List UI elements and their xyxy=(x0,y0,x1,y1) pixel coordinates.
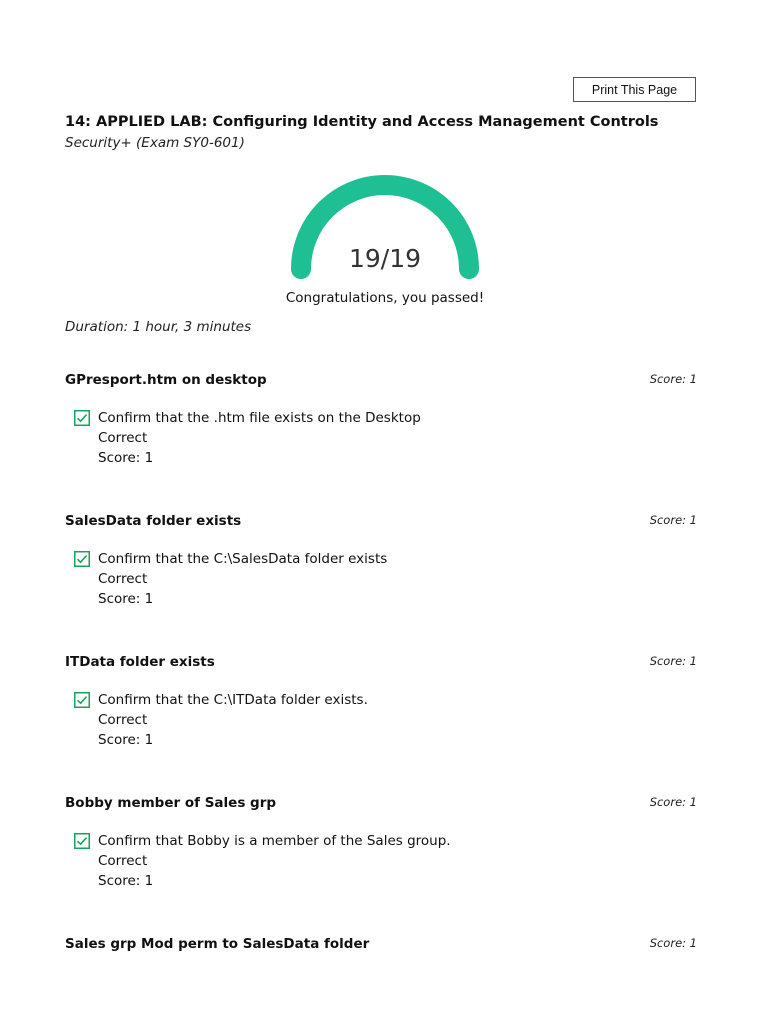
section-sales-mod-perm xyxy=(65,936,697,952)
section-title: SalesData folder exists xyxy=(65,513,242,529)
checkbox-checked-icon xyxy=(74,551,90,567)
check-item-status: Correct xyxy=(98,853,148,869)
section-title: Bobby member of Sales grp xyxy=(65,795,277,811)
check-item-text: Confirm that the C:\SalesData folder exists xyxy=(98,551,388,567)
print-page-button[interactable]: Print This Page xyxy=(573,77,696,102)
section-itdata xyxy=(65,654,697,750)
duration-text: Duration: 1 hour, 3 minutes xyxy=(65,319,252,335)
section-salesdata xyxy=(65,513,697,609)
check-item-status: Correct xyxy=(98,571,148,587)
section-score: Score: 1 xyxy=(649,654,697,668)
page-title: 14: APPLIED LAB: Configuring Identity and Access Management Controls xyxy=(65,114,659,130)
checkbox-checked-icon xyxy=(74,833,90,849)
check-item-text: Confirm that the C:\ITData folder exists. xyxy=(98,692,368,708)
exam-subtitle: Security+ (Exam SY0-601) xyxy=(65,135,245,151)
check-item xyxy=(65,831,697,891)
section-score: Score: 1 xyxy=(649,513,697,527)
section-gpresport xyxy=(65,372,697,468)
check-item xyxy=(65,408,697,468)
check-item-status: Correct xyxy=(98,712,148,728)
check-item-status: Correct xyxy=(98,430,148,446)
check-item-score: Score: 1 xyxy=(98,591,154,607)
check-item-text: Confirm that the .htm file exists on the Desktop xyxy=(98,410,421,426)
checkbox-checked-icon xyxy=(74,692,90,708)
section-score: Score: 1 xyxy=(649,936,697,950)
check-item xyxy=(65,549,697,609)
check-item-text: Confirm that Bobby is a member of the Sales group. xyxy=(98,833,451,849)
check-item xyxy=(65,690,697,750)
check-item-score: Score: 1 xyxy=(98,732,154,748)
section-title: ITData folder exists xyxy=(65,654,215,670)
score-value: 19/19 xyxy=(348,244,422,273)
section-title: Sales grp Mod perm to SalesData folder xyxy=(65,936,370,952)
section-score: Score: 1 xyxy=(649,372,697,386)
checkbox-checked-icon xyxy=(74,410,90,426)
check-item-score: Score: 1 xyxy=(98,873,154,889)
section-title: GPresport.htm on desktop xyxy=(65,372,267,388)
section-score: Score: 1 xyxy=(649,795,697,809)
section-bobby-sales xyxy=(65,795,697,891)
pass-message: Congratulations, you passed! xyxy=(285,290,485,306)
check-item-score: Score: 1 xyxy=(98,450,154,466)
